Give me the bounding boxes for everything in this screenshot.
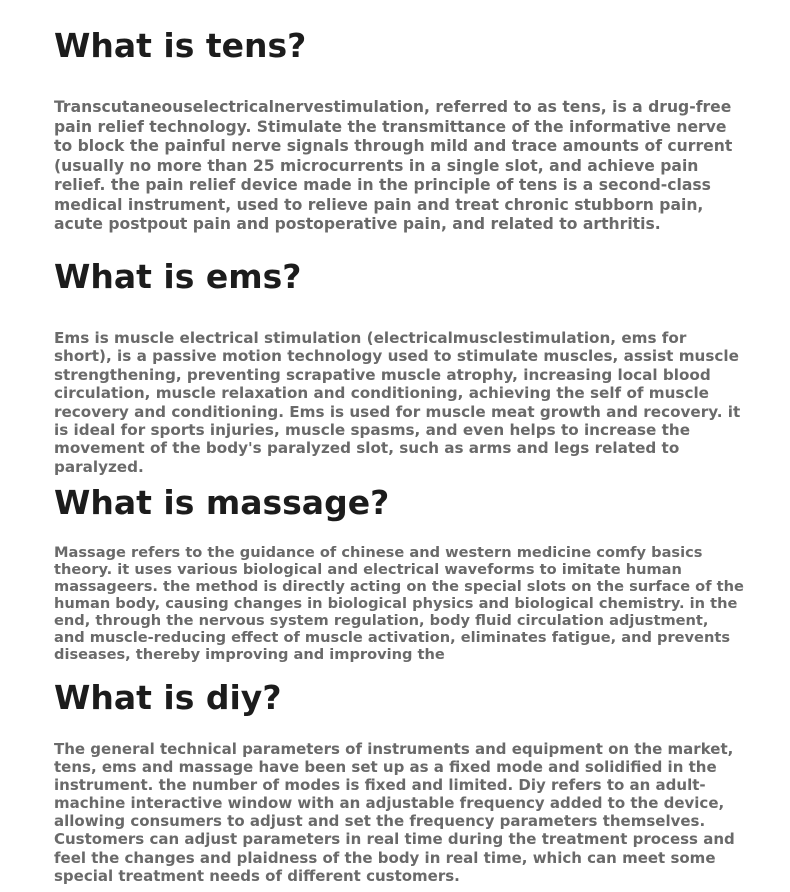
section-body-ems: Ems is muscle electrical stimulation (electricalmusclestimulation, ems for short), is a passive motion technology used to stimulate muscles, assist muscle strengthening, preventing scrapative muscle atrophy, increasing local blood circulation, muscle relaxation and conditioning, achieving the self of muscle recovery and conditioning. Ems is used for muscle meat growth and recovery. it is ideal for sports injuries, muscle spasms, and even helps to increase the movement of the body's paralyzed slot, such as arms and legs related to paralyzed.	[54, 329, 741, 476]
section-heading-ems: What is ems?	[54, 257, 302, 296]
section-ems	[54, 257, 744, 476]
section-heading-diy: What is diy?	[54, 678, 282, 717]
section-body-tens: Transcutaneouselectricalnervestimulation, referred to as tens, is a drug-free pain relief technology. Stimulate the transmittance of the informative nerve to block the painful nerve signals through mild and trace amounts of current (usually no more than 25 microcurrents in a single slot, and achieve pain relief. the pain relief device made in the principle of tens is a second-class medical instrument, used to relieve pain and treat chronic stubborn pain, acute postpout pain and postoperative pain, and related to arthritis.	[54, 98, 733, 233]
section-body-massage: Massage refers to the guidance of chinese and western medicine comfy basics theory. it uses various biological and electrical waveforms to imitate human massageers. the method is directly acting on the special slots on the surface of the human body, causing changes in biological physics and biological chemistry. in the end, through the nervous system regulation, body fluid circulation adjustment, and muscle-reducing effect of muscle activation, eliminates fatigue, and prevents diseases, thereby improving and improving the	[54, 544, 744, 663]
section-heading-massage: What is massage?	[54, 483, 390, 522]
section-tens	[54, 26, 744, 235]
section-massage	[54, 483, 744, 663]
section-diy	[54, 678, 744, 885]
section-heading-tens: What is tens?	[54, 26, 307, 65]
section-body-diy: The general technical parameters of instruments and equipment on the market, tens, ems and massage have been set up as a fixed mode and solidified in the instrument. the number of modes is fixed and limited. Diy refers to an adult-machine interactive window with an adjustable frequency added to the device, allowing consumers to adjust and set the frequency parameters themselves. Customers can adjust parameters in real time during the treatment process and feel the changes and plaidness of the body in real time, which can meet some special treatment needs of different customers.	[54, 740, 735, 885]
